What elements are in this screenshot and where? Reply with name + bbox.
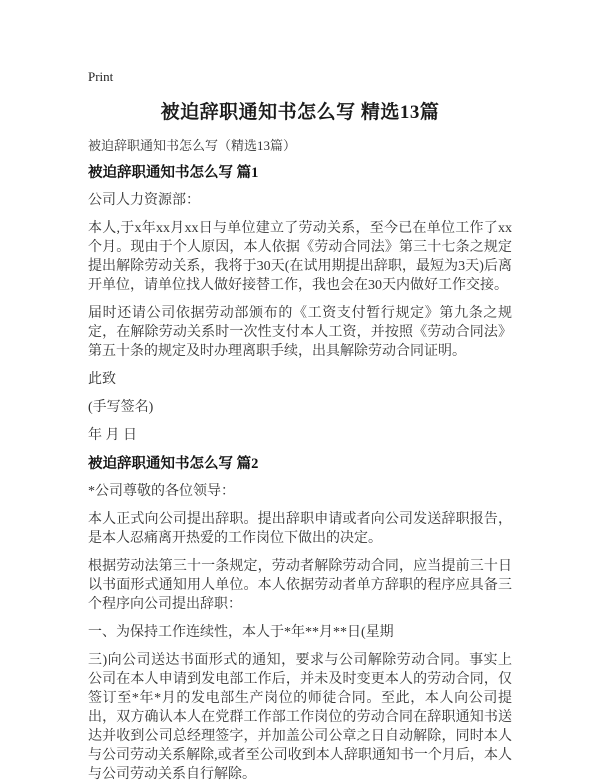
print-link[interactable]: Print xyxy=(88,69,114,84)
section-1-signature-placeholder: (手写签名) xyxy=(88,400,154,415)
section-2-salutation: *公司尊敬的各位领导： xyxy=(88,484,235,499)
section-2-list-item: 一、为保持工作连续性，本人于*年**月**日(星期 xyxy=(88,625,394,640)
section-1-date-placeholder: 年 月 日 xyxy=(88,428,137,443)
section-2-paragraph: 三)向公司送达书面形式的通知，要求与公司解除劳动合同。事实上公司在本人申请到发电部工作后，并未及时变更本人的劳动合同，仅签订至*年*月的发电部生产岗位的师徒合同。至此，本人向公司提出，双方确认本人在党群工作部工作岗位的劳动合同在辞职通知书送达并收到公司总经理签字，并加盖公司公章之日自动解除，同时本人与公司劳动关系解除,或者至公司收到本人辞职通知书一个月后，本人与公司劳动关系自行解除。 xyxy=(88,653,512,782)
section-2-paragraph: 根据劳动法第三十一条规定，劳动者解除劳动合同，应当提前三十日以书面形式通知用人单位。本人依据劳动者单方辞职的程序应具备三个程序向公司提出辞职： xyxy=(88,559,512,612)
section-2-heading: 被迫辞职通知书怎么写 篇2 xyxy=(88,456,259,472)
section-1-paragraph: 本人,于x年xx月xx日与单位建立了劳动关系，至今已在单位工作了xx个月。现由于个人原因，本人依据《劳动合同法》第三十七条之规定提出解除劳动关系，我将于30天(在试用期提出辞职，最短为3天)后离开单位，请单位找人做好接替工作，我也会在30天内做好工作交接。 xyxy=(88,221,512,293)
section-1-salutation: 公司人力资源部： xyxy=(88,193,200,208)
page-title: 被迫辞职通知书怎么写 精选13篇 xyxy=(160,102,440,123)
section-1-heading: 被迫辞职通知书怎么写 篇1 xyxy=(88,165,259,181)
page-subtitle: 被迫辞职通知书怎么写（精选13篇） xyxy=(88,138,297,153)
section-2-paragraph: 本人正式向公司提出辞职。提出辞职申请或者向公司发送辞职报告，是本人忍痛离开热爱的工作岗位下做出的决定。 xyxy=(88,512,512,546)
section-1-closing: 此致 xyxy=(88,372,116,387)
section-1-paragraph: 届时还请公司依据劳动部颁布的《工资支付暂行规定》第九条之规定，在解除劳动关系时一次性支付本人工资，并按照《劳动合同法》第五十条的规定及时办理离职手续，出具解除劳动合同证明。 xyxy=(88,306,512,359)
